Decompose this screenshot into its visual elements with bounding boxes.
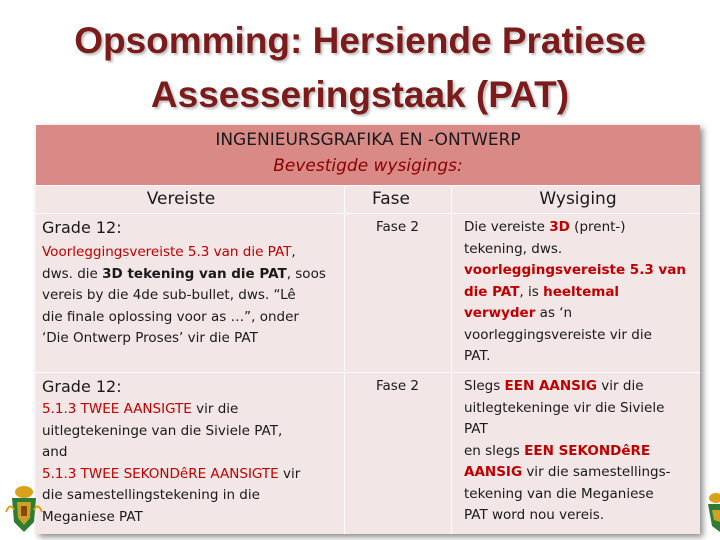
vereiste-line: ‘Die Ontwerp Proses’ vir die PAT [42,330,258,346]
wysiging-line: uitlegtekeninge vir die Siviele [464,399,665,416]
vereiste-line: die finale oplossing voor as …”, onder [42,308,299,325]
divider [36,372,700,373]
coat-of-arms-icon [4,482,44,538]
wysiging-line: tekening, dws. [464,240,563,257]
wysiging-line: PAT [464,421,488,437]
column-header-wysiging: Wysiging [539,189,617,209]
vereiste-line: die samestellingstekening in die [42,487,260,503]
vereiste-line: vereis by die 4de sub-bullet, dws. “Lê [42,287,296,303]
wysiging-line: voorleggingsvereiste 5.3 van [464,262,686,278]
table-header-band [36,125,700,185]
wysiging-cell [464,376,696,527]
slide-title-line1: Opsomming: Hersiende Pratiese [74,20,646,61]
wysiging-line: Slegs EEN AANSIG vir die [464,378,644,394]
fase-cell: Fase 2 [375,219,420,235]
divider [36,185,700,186]
vereiste-line: Meganiese PAT [42,508,143,525]
wysiging-line: die PAT, is heeltemal [464,283,620,300]
wysiging-line: PAT. [464,348,491,364]
vereiste-line: 5.1.3 TWEE AANSIGTE vir die [42,401,239,417]
wysiging-line: AANSIG vir die samestellings- [464,464,671,480]
slide-title-line2: Assesseringstaak (PAT) [150,74,570,115]
summary-table [36,125,700,534]
grade-label: Grade 12: [42,377,122,396]
wysiging-cell [464,217,696,368]
vereiste-line: uitlegtekeninge van die Siviele PAT, [42,422,283,439]
vereiste-line: and [42,444,68,460]
vereiste-line: 5.1.3 TWEE SEKONDêRE AANSIGTE vir [42,465,301,482]
column-header-fase: Fase [372,189,410,209]
divider [451,185,452,534]
wysiging-line: verwyder as ‘n [464,305,573,321]
fase-cell: Fase 2 [375,378,420,394]
table-subject: INGENIEURSGRAFIKA EN -ONTWERP [215,130,521,150]
wysiging-line: tekening van die Meganiese [464,485,654,502]
grade-label: Grade 12: [42,218,122,237]
vereiste-line: Voorleggingsvereiste 5.3 van die PAT, [42,244,296,260]
table-row [42,376,340,528]
wysiging-line: PAT word nou vereis. [464,507,605,523]
vereiste-line: dws. die 3D tekening van die PAT, soos [42,265,326,282]
wysiging-line: voorleggingsvereiste vir die [464,326,652,343]
divider [36,213,700,214]
table-subtitle: Bevestigde wysigings: [273,156,463,176]
column-header-vereiste: Vereiste [146,189,216,209]
table-row [42,217,340,350]
wysiging-line: en slegs EEN SEKONDêRE [464,442,651,459]
coat-of-arms-partial-icon [702,488,720,538]
wysiging-line: Die vereiste 3D (prent-) [464,219,626,235]
